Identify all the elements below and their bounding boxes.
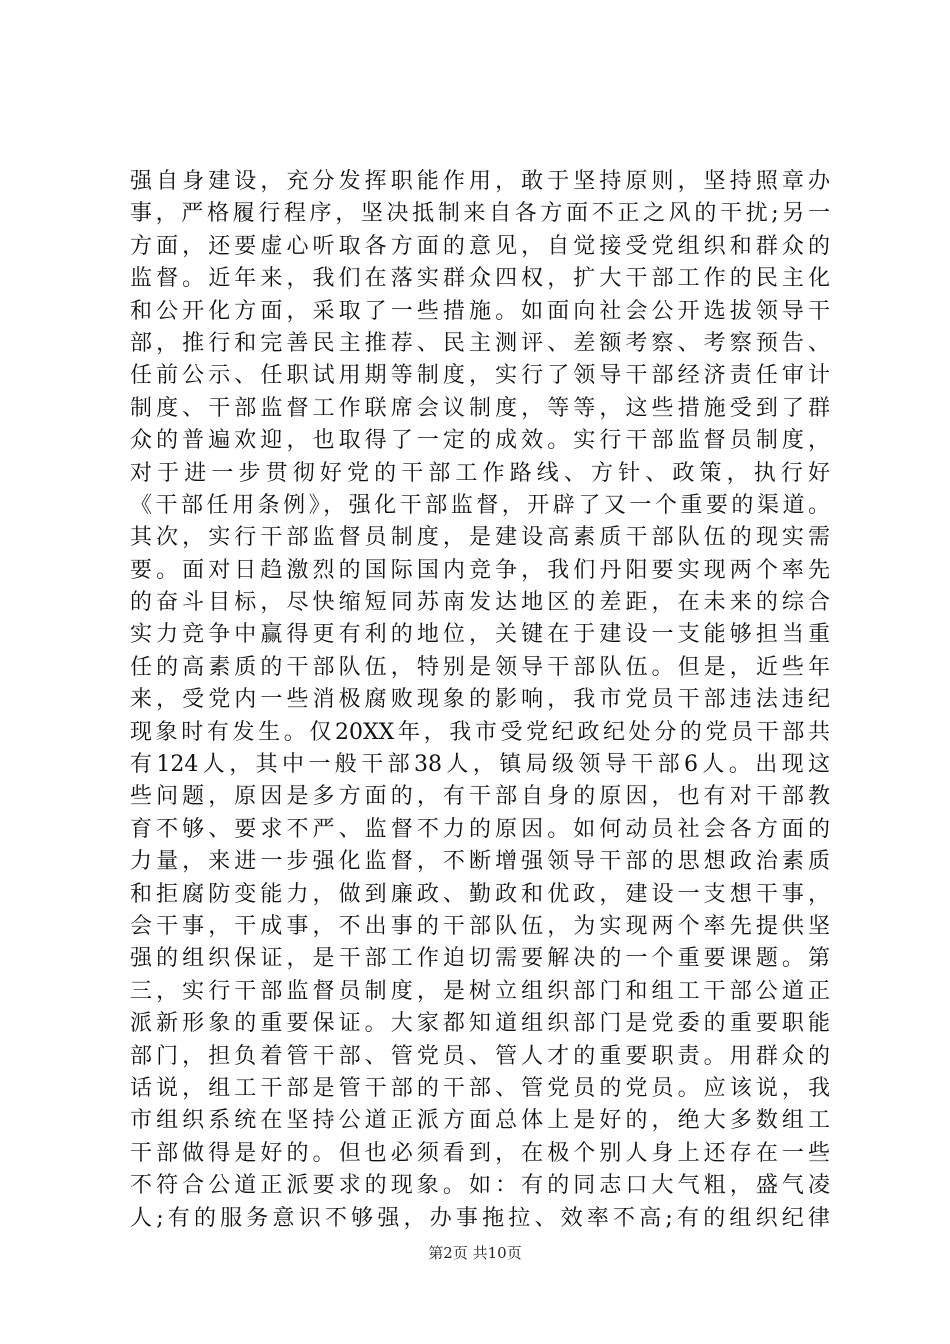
text-line: 人;有的服务意识不够强，办事拖拉、效率不高;有的组织纪律	[130, 1205, 830, 1231]
text-line: 任的高素质的干部队伍，特别是领导干部队伍。但是，近些年	[130, 654, 830, 680]
text-line: 育不够、要求不严、监督不力的原因。如何动员社会各方面的	[130, 816, 830, 842]
text-line: 三，实行干部监督员制度，是树立组织部门和组工干部公道正	[130, 978, 830, 1004]
text-line: 力量，来进一步强化监督，不断增强领导干部的思想政治素质	[130, 849, 830, 875]
text-line: 要。面对日趋激烈的国际国内竞争，我们丹阳要实现两个率先	[130, 557, 830, 583]
text-line: 部，推行和完善民主推荐、民主测评、差额考察、考察预告、	[130, 330, 830, 356]
text-line: 有124人，其中一般干部38人，镇局级领导干部6人。出现这	[130, 752, 830, 778]
text-line: 事，严格履行程序，坚决抵制来自各方面不正之风的干扰;另一	[130, 201, 830, 227]
text-line: 强自身建设，充分发挥职能作用，敢于坚持原则，坚持照章办	[130, 169, 830, 194]
text-line: 市组织系统在坚持公道正派方面总体上是好的，绝大多数组工	[130, 1108, 830, 1134]
text-line: 其次，实行干部监督员制度，是建设高素质干部队伍的现实需	[130, 525, 830, 551]
text-line: 强的组织保证，是干部工作迫切需要解决的一个重要课题。第	[130, 946, 830, 972]
text-line: 现象时有发生。仅20XX年，我市受党纪政纪处分的党员干部共	[130, 719, 830, 745]
text-line: 来，受党内一些消极腐败现象的影响，我市党员干部违法违纪	[130, 687, 830, 713]
text-line: 和拒腐防变能力，做到廉政、勤政和优政，建设一支想干事，	[130, 881, 830, 907]
text-line: 制度、干部监督工作联席会议制度，等等，这些措施受到了群	[130, 395, 830, 421]
text-line: 不符合公道正派要求的现象。如：有的同志口大气粗，盛气凌	[130, 1173, 830, 1199]
text-line: 监督。近年来，我们在落实群众四权，扩大干部工作的民主化	[130, 266, 830, 292]
text-line: 话说，组工干部是管干部的干部、管党员的党员。应该说，我	[130, 1075, 830, 1101]
page-footer: 第2页 共10页	[428, 1244, 522, 1262]
text-line: 的奋斗目标，尽快缩短同苏南发达地区的差距，在未来的综合	[130, 590, 830, 616]
body-text	[130, 166, 830, 1235]
text-line: 干部做得是好的。但也必须看到，在极个别人身上还存在一些	[130, 1140, 830, 1166]
text-line: 部门，担负着管干部、管党员、管人才的重要职责。用群众的	[130, 1043, 830, 1069]
text-line: 《干部任用条例》，强化干部监督，开辟了又一个重要的渠道。	[130, 492, 830, 518]
text-line: 众的普遍欢迎，也取得了一定的成效。实行干部监督员制度，	[130, 428, 830, 454]
text-line: 会干事，干成事，不出事的干部队伍，为实现两个率先提供坚	[130, 913, 830, 939]
text-line: 任前公示、任职试用期等制度，实行了领导干部经济责任审计	[130, 363, 830, 389]
text-line: 实力竞争中赢得更有利的地位，关键在于建设一支能够担当重	[130, 622, 830, 648]
text-line: 派新形象的重要保证。大家都知道组织部门是党委的重要职能	[130, 1011, 830, 1037]
text-line: 和公开化方面，采取了一些措施。如面向社会公开选拔领导干	[130, 298, 830, 324]
text-line: 方面，还要虚心听取各方面的意见，自觉接受党组织和群众的	[130, 233, 830, 259]
text-line: 对于进一步贯彻好党的干部工作路线、方针、政策，执行好	[130, 460, 830, 486]
text-line: 些问题，原因是多方面的，有干部自身的原因，也有对干部教	[130, 784, 830, 810]
